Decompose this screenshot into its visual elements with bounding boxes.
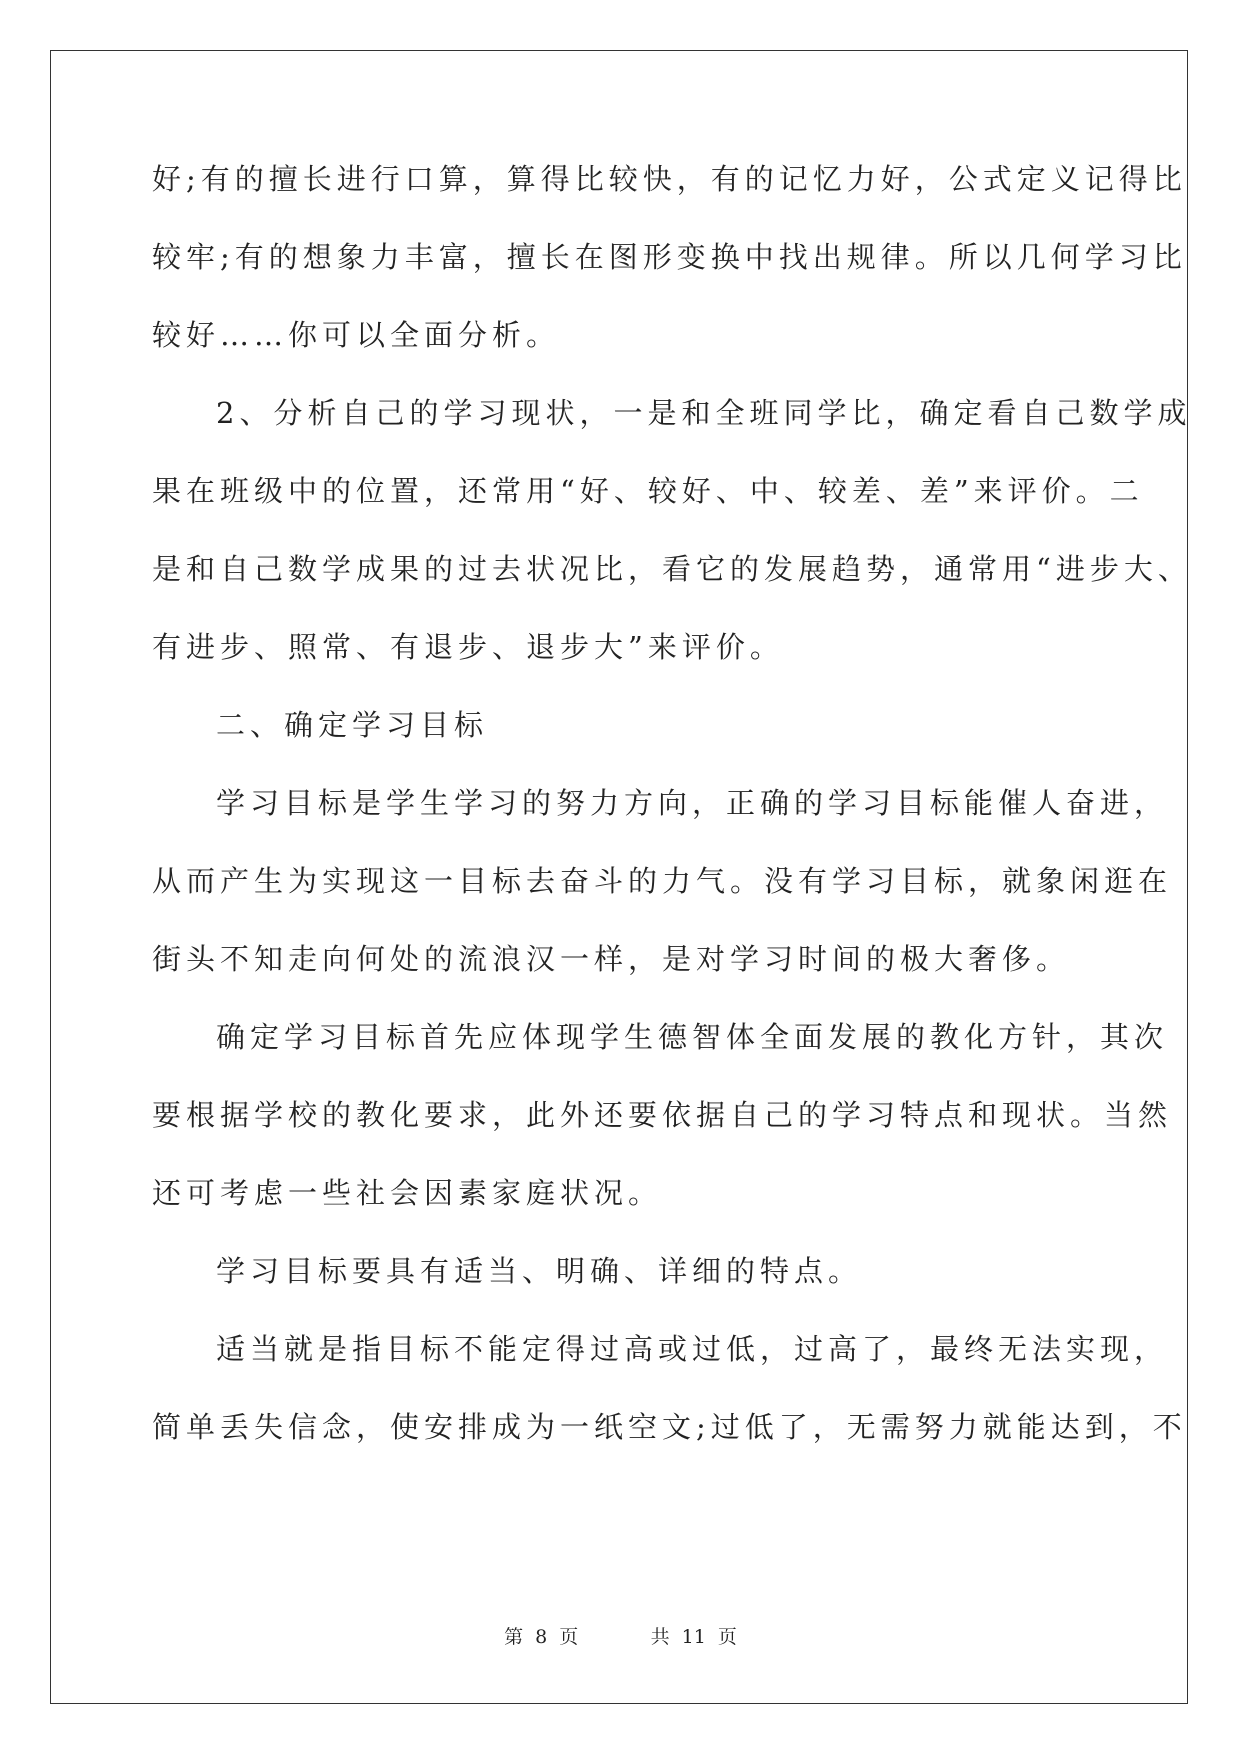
- text-line: 确定学习目标首先应体现学生德智体全面发展的教化方针，其次: [216, 1020, 1169, 1054]
- text-line: 要根据学校的教化要求，此外还要依据自己的学习特点和现状。当然: [152, 1098, 1173, 1132]
- text-line: 好;有的擅长进行口算，算得比较快，有的记忆力好，公式定义记得比: [152, 162, 1187, 196]
- text-line: 从而产生为实现这一目标去奋斗的力气。没有学习目标，就象闲逛在: [152, 864, 1173, 898]
- text-line: 街头不知走向何处的流浪汉一样，是对学习时间的极大奢侈。: [152, 942, 1071, 976]
- text-line: 还可考虑一些社会因素家庭状况。: [152, 1176, 663, 1210]
- text-line: 果在班级中的位置，还常用“好、较好、中、较差、差”来评价。二: [152, 474, 1144, 508]
- text-line: 有进步、照常、有退步、退步大”来评价。: [152, 630, 784, 664]
- page-total: 共 11 页: [650, 1626, 737, 1648]
- page-number: 第 8 页: [504, 1626, 579, 1648]
- text-line: 2、分析自己的学习现状，一是和全班同学比，确定看自己数学成: [216, 396, 1192, 430]
- text-line: 简单丢失信念，使安排成为一纸空文;过低了，无需努力就能达到，不: [152, 1410, 1187, 1444]
- text-line: 学习目标是学生学习的努力方向，正确的学习目标能催人奋进，: [216, 786, 1169, 820]
- text-line: 较牢;有的想象力丰富，擅长在图形变换中找出规律。所以几何学习比: [152, 240, 1187, 274]
- text-line: 适当就是指目标不能定得过高或过低，过高了，最终无法实现，: [216, 1332, 1169, 1366]
- section-heading: 二、确定学习目标: [216, 708, 489, 742]
- text-line: 学习目标要具有适当、明确、详细的特点。: [216, 1254, 863, 1288]
- text-line: 是和自己数学成果的过去状况比，看它的发展趋势，通常用“进步大、: [152, 552, 1192, 586]
- document-body: [152, 160, 1192, 1486]
- page-footer: [0, 1622, 1241, 1649]
- text-line: 较好……你可以全面分析。: [152, 318, 561, 352]
